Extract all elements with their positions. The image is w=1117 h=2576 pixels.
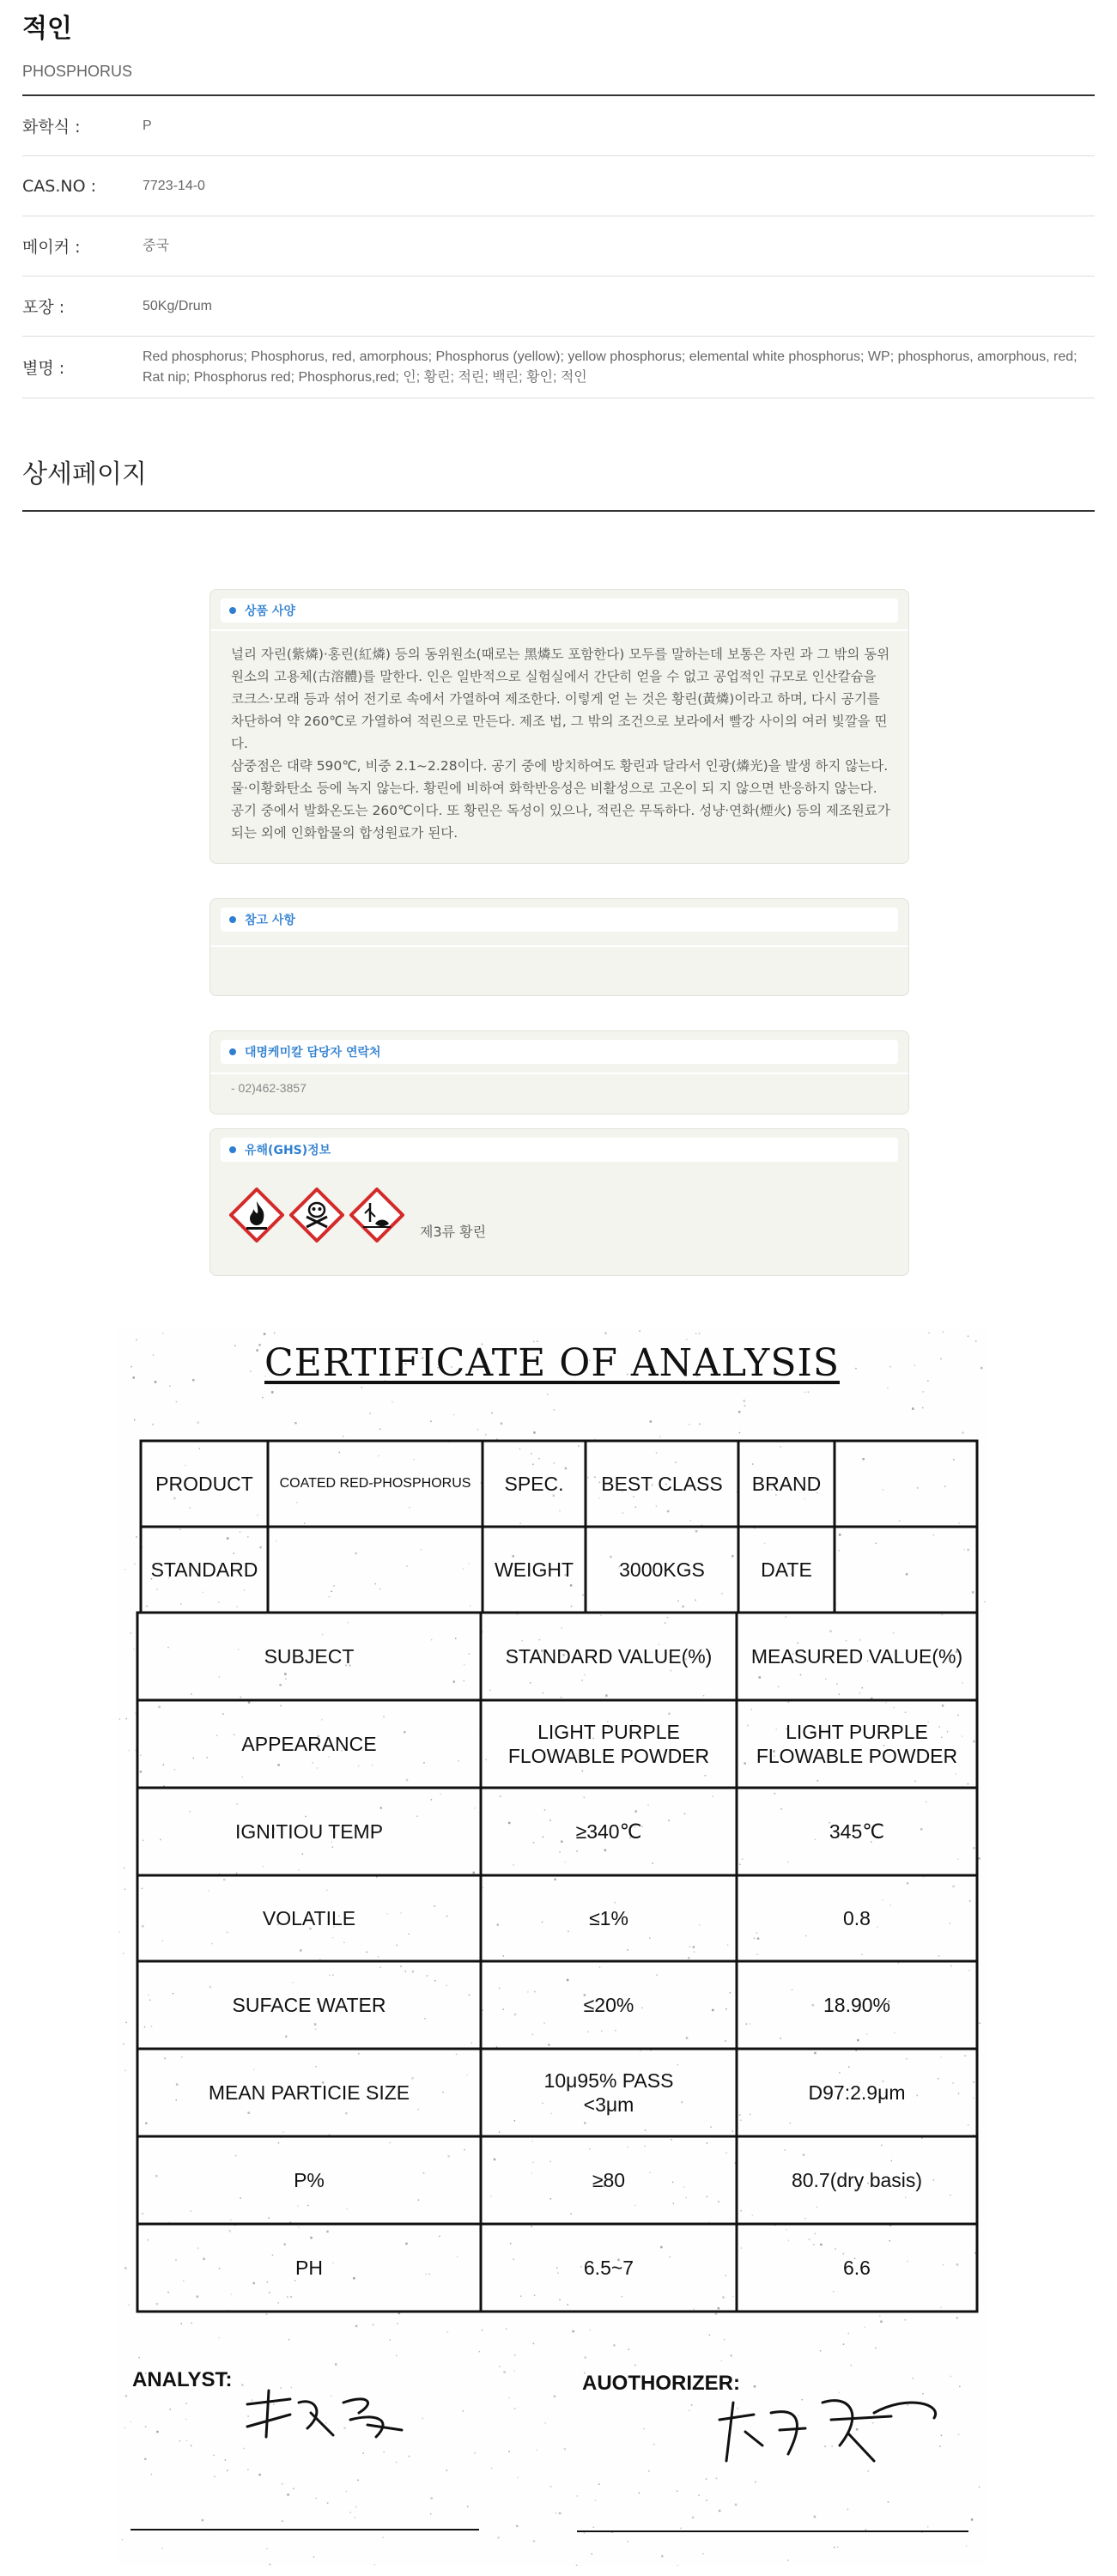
table-row-measured: D97:2.9μm (808, 2081, 906, 2104)
contact-phone: - 02)462-3857 (231, 1081, 307, 1095)
analyst-signature (247, 2391, 402, 2437)
bullet-icon (229, 1146, 236, 1153)
bullet-icon (229, 607, 236, 614)
column-header-standard: STANDARD VALUE(%) (505, 1645, 713, 1668)
table-row-standard: ≥80 (592, 2169, 626, 2191)
spec-value: 중국 (143, 238, 169, 253)
box-heading-text: 참고 사항 (245, 914, 295, 927)
spec-value: BEST CLASS (601, 1473, 723, 1495)
box-heading (221, 1138, 898, 1162)
product-header (22, 12, 1095, 81)
table-row-subject: MEAN PARTICIE SIZE (208, 2081, 410, 2104)
brand-label: BRAND (751, 1473, 822, 1495)
environment-icon (349, 1188, 404, 1242)
spec-row-formula (22, 96, 1095, 156)
table-row-standard: ≥340℃ (575, 1820, 642, 1843)
spec-label: 포장 : (22, 298, 65, 317)
table-row-subject: PH (295, 2257, 323, 2279)
table-row-measured: LIGHT PURPLE FLOWABLE POWDER (756, 1721, 958, 1767)
table-row-standard: 6.5~7 (583, 2257, 634, 2279)
table-row-standard: 10μ95% PASS <3μm (543, 2069, 674, 2116)
table-row-standard: ≤1% (589, 1907, 628, 1929)
spec-label: 메이커 : (22, 238, 81, 257)
spec-label: 화학식 : (22, 118, 81, 137)
box-heading (221, 1040, 898, 1064)
spec-row-packaging (22, 276, 1095, 337)
product-value: COATED RED-PHOSPHORUS (279, 1476, 471, 1491)
spec-value: Red phosphorus; Phosphorus, red, amorphous; Phosphorus (yellow); yellow phosphorus; elemental white phosphorus; WP; phosphorus, amorphous, red; Rat nip; Phosphorus red; Phosphorus,red; 인; 황린; 적린; 백린; 황인; 적인 (143, 349, 1078, 385)
ghs-pictograms (210, 1162, 908, 1242)
certificate-title: CERTIFICATE OF ANALYSIS (264, 1341, 841, 1385)
box-heading-text: 유해(GHS)정보 (245, 1144, 331, 1157)
spec-row-alias (22, 337, 1095, 398)
box-heading (221, 908, 898, 932)
product-spec-box (209, 589, 909, 864)
box-heading-text: 대명케미칼 담당자 연락처 (245, 1046, 381, 1060)
table-row-subject: P% (294, 2169, 325, 2191)
spec-label: 별명 : (22, 359, 65, 378)
spec-paragraph: 널리 자린(紫燐)·홍린(紅燐) 등의 동위원소(때로는 黑燐도 포함한다) 모두를 말하는데 보통은 자린 과 그 밖의 동위원소의 고용체(古溶體)를 말한다. 인은 일반적으로 실험실에서 간단히 얻을 수 없고 공업적인 규모로 인산칼슘을 코크스·모래 등과 섞어 전기로 속에서 가열하여 제조한다. 이렇게 얻 는 것은 황린(黃燐)이라고 하며, 다시 공기를 차단하여 약 260℃로 가열하여 적린으로 만든다. 제조 법, 그 밖의 조건으로 보라에서 빨강 사이의 여러 빛깔을 띤다. (231, 647, 890, 751)
box-divider (210, 945, 908, 947)
spec-label: SPEC. (504, 1473, 564, 1495)
column-header-subject: SUBJECT (264, 1645, 355, 1668)
spec-value: 7723-14-0 (143, 178, 205, 193)
spec-value: 50Kg/Drum (143, 298, 212, 313)
skull-crossbones-icon (289, 1188, 344, 1242)
spec-value: P (143, 118, 152, 133)
spec-row-cas (22, 156, 1095, 216)
table-row-measured: 345℃ (829, 1820, 885, 1843)
spec-label: CAS.NO : (22, 176, 96, 196)
table-row-measured: 0.8 (843, 1907, 871, 1929)
authorizer-label: AUOTHORIZER: (582, 2372, 740, 2395)
table-row-subject: SUFACE WATER (232, 1994, 386, 2016)
spec-row-maker (22, 216, 1095, 276)
standard-label: STANDARD (150, 1558, 258, 1581)
table-row-standard: ≤20% (583, 1994, 634, 2016)
product-english-name: PHOSPHORUS (22, 63, 133, 80)
ghs-box (209, 1128, 909, 1276)
box-body (210, 631, 908, 844)
table-row-measured: 18.90% (823, 1994, 890, 2016)
bullet-icon (229, 1048, 236, 1055)
detail-divider (22, 510, 1095, 512)
spec-paragraph: 삼중점은 대략 590℃, 비중 2.1~2.28이다. 공기 중에 방치하여도 황린과 달라서 인광(燐光)을 발생 하지 않는다. 물·이황화탄소 등에 녹지 않는다. 황린에 비하여 화학반응성은 비활성으로 고온이 되 지 않으면 반응하지 않는다. 공기 중에서 발화온도는 260℃이다. 또 황린은 독성이 있으나, 적린은 무독하다. 성냥·연화(煙火) 등의 제조원료가 되는 외에 인화합물의 합성원료가 된다. (231, 758, 890, 841)
detail-page-title: 상세페이지 (22, 459, 147, 489)
authorizer-signature (719, 2401, 936, 2461)
table-row-measured: 6.6 (843, 2257, 871, 2279)
bullet-icon (229, 916, 236, 923)
contact-box (209, 1030, 909, 1115)
reference-box (209, 898, 909, 996)
product-title: 적인 (22, 14, 72, 44)
spec-table (22, 96, 1095, 398)
table-row-subject: APPEARANCE (241, 1733, 377, 1755)
analyst-label: ANALYST: (132, 2368, 233, 2391)
box-heading (221, 598, 898, 623)
weight-value: 3000KGS (619, 1558, 705, 1581)
table-row-subject: VOLATILE (262, 1907, 356, 1929)
date-label: DATE (761, 1558, 812, 1581)
column-header-measured: MEASURED VALUE(%) (750, 1645, 963, 1668)
table-row-standard: LIGHT PURPLE FLOWABLE POWDER (507, 1721, 710, 1767)
weight-label: WEIGHT (495, 1558, 574, 1581)
box-heading-text: 상품 사양 (245, 605, 295, 618)
product-label: PRODUCT (155, 1473, 253, 1495)
table-row-subject: IGNITIOU TEMP (234, 1820, 384, 1843)
certificate-of-analysis (118, 1329, 986, 2566)
ghs-class-label: 제3류 황린 (420, 1224, 487, 1240)
table-row-measured: 80.7(dry basis) (791, 2169, 923, 2191)
flame-icon (229, 1188, 284, 1242)
